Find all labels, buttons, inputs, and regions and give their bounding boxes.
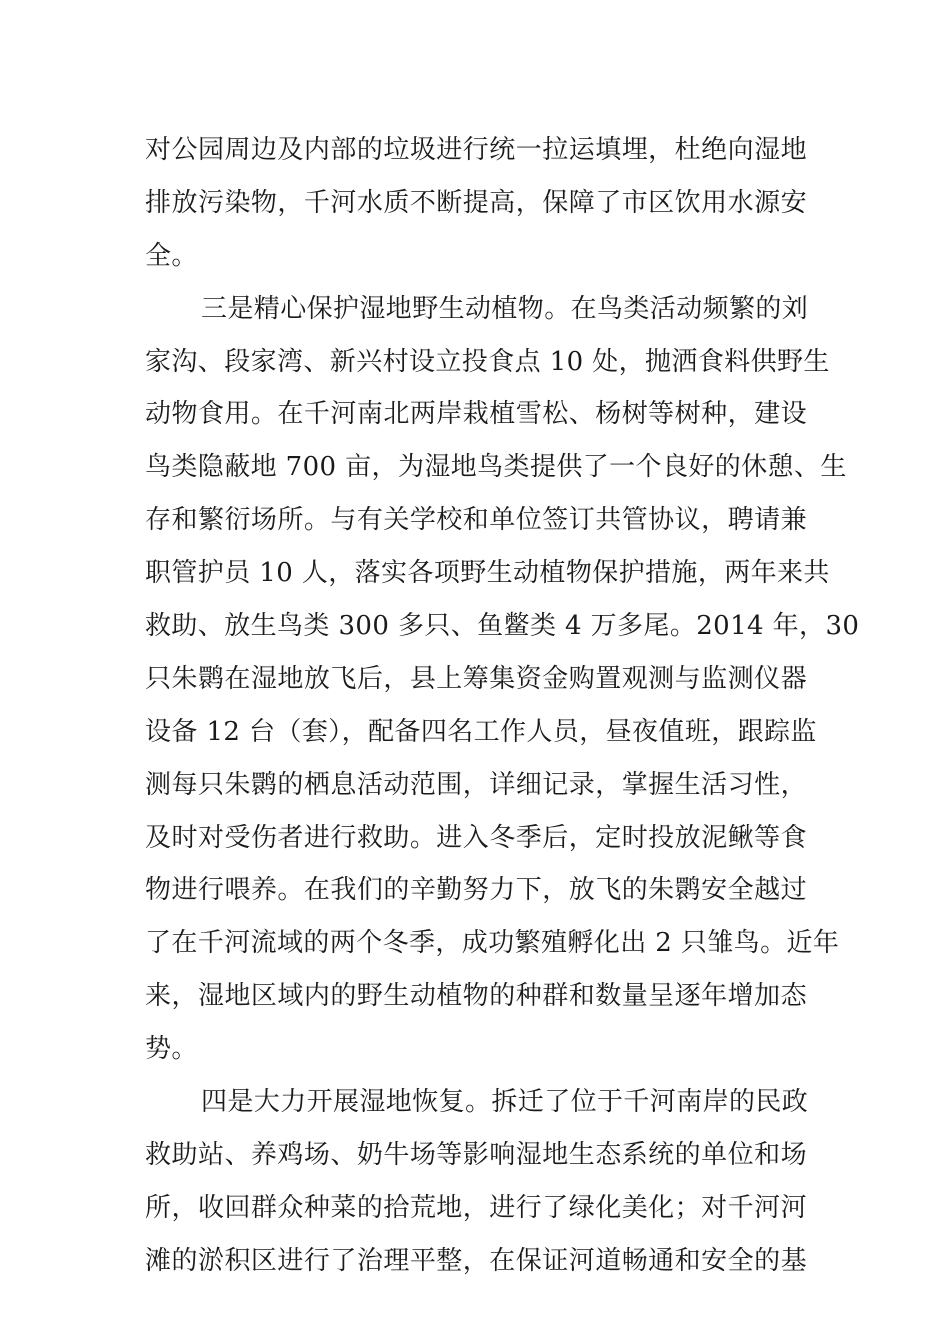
text-line: 所，收回群众种菜的拾荒地，进行了绿化美化；对千河河	[145, 1192, 807, 1223]
text-line: 势。	[145, 1034, 198, 1065]
text-line: 及时对受伤者进行救助。进入冬季后，定时投放泥鳅等食	[145, 822, 807, 853]
text-line: 排放污染物，千河水质不断提高，保障了市区饮用水源安	[145, 187, 807, 218]
text-line: 来，湿地区域内的野生动植物的种群和数量呈逐年增加态	[145, 981, 807, 1012]
text-line: 救助、放生鸟类 300 多只、鱼鳖类 4 万多尾。2014 年，30	[145, 611, 860, 642]
text-line: 对公园周边及内部的垃圾进行统一拉运填埋，杜绝向湿地	[145, 135, 807, 165]
text-line: 存和繁衍场所。与有关学校和单位签订共管协议，聘请兼	[145, 505, 807, 536]
text-line: 动物食用。在千河南北两岸栽植雪松、杨树等树种，建设	[145, 399, 807, 430]
text-line: 救助站、养鸡场、奶牛场等影响湿地生态系统的单位和场	[145, 1139, 807, 1170]
text-line: 物进行喂养。在我们的辛勤努力下，放飞的朱鹮安全越过	[145, 875, 807, 906]
text-line: 全。	[145, 240, 198, 271]
text-line: 设备 12 台（套），配备四名工作人员，昼夜值班，跟踪监	[145, 716, 817, 747]
text-line: 只朱鹮在湿地放飞后，县上筹集资金购置观测与监测仪器	[145, 663, 807, 694]
text-line: 职管护员 10 人，落实各项野生动植物保护措施，两年来共	[145, 558, 830, 589]
paragraph-first-line: 四是大力开展湿地恢复。拆迁了位于千河南岸的民政	[201, 1087, 809, 1118]
paragraph-first-line: 三是精心保护湿地野生动植物。在鸟类活动频繁的刘	[201, 293, 809, 324]
document-body	[145, 124, 860, 1288]
text-line: 测每只朱鹮的栖息活动范围，详细记录，掌握生活习性，	[145, 769, 807, 800]
text-line: 鸟类隐蔽地 700 亩，为湿地鸟类提供了一个良好的休憩、生	[145, 452, 847, 483]
text-line: 滩的淤积区进行了治理平整，在保证河道畅通和安全的基	[145, 1245, 807, 1276]
text-line: 了在千河流域的两个冬季，成功繁殖孵化出 2 只雏鸟。近年	[145, 928, 840, 959]
text-line: 家沟、段家湾、新兴村设立投食点 10 处，抛洒食料供野生	[145, 346, 830, 377]
